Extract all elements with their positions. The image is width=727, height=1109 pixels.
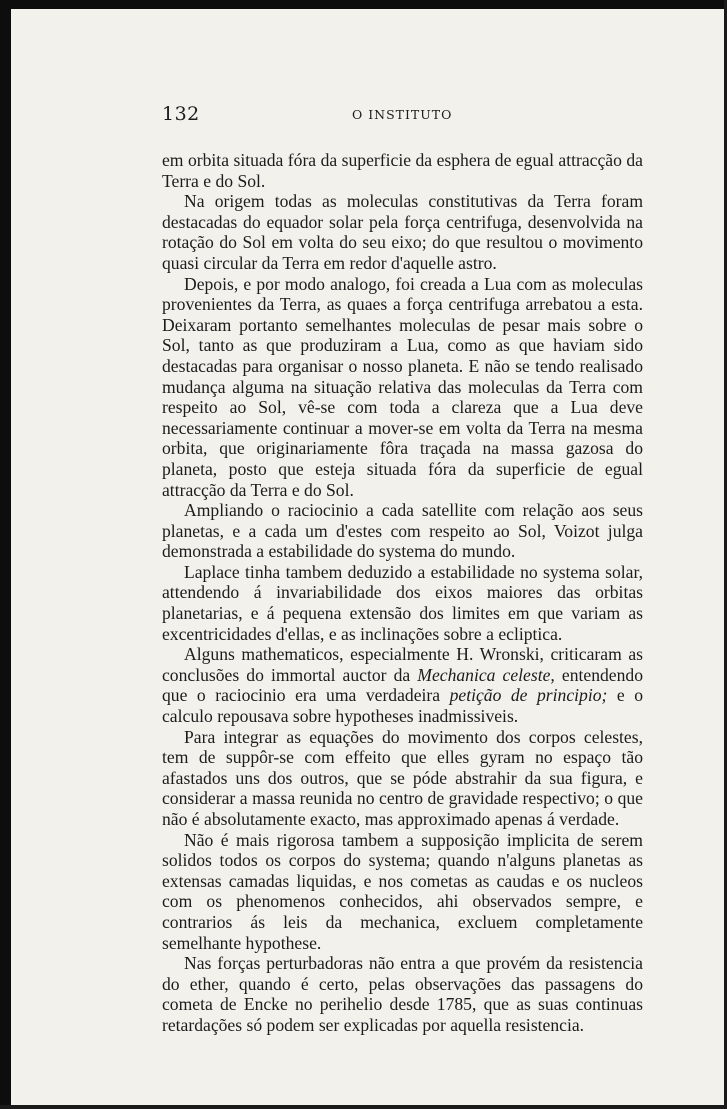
paragraph-5: Laplace tinha tambem deduzido a estabilidade no systema solar, attendendo á invariabilidade dos eixos maiores das orbitas planetarias, e á pequena extensão dos limites em que variam as excentricidades d'ellas, e as inclinações sobre a ecliptica. — [162, 561, 643, 644]
page-number: 132 — [162, 103, 200, 125]
paragraph-6-text-a: Alguns mathematicos, especialmente H. Wronski, criticaram as conclusões do immortal auctor da — [162, 644, 643, 685]
paragraph-2: Na origem todas as moleculas constitutivas da Terra foram destacadas do equador solar pela força centrifuga, desenvolvida na rotação do Sol em volta do seu eixo; do que resultou o movimento quasi circular da Terra em redor d'aquelle astro. — [162, 191, 643, 273]
paragraph-1: em orbita situada fóra da superficie da esphera de egual attracção da Terra e do Sol. — [162, 150, 643, 191]
paragraph-7: Para integrar as equações do movimento dos corpos celestes, tem de suppôr-se com effeito que elles gyram no espaço tão afastados uns dos outros, que se póde abstrahir da sua figura, e considerar a massa reunida no centro de gravidade respectivo; o que não é absolutamente exacto, mas approximado apenas á verdade. — [162, 726, 643, 829]
body-text — [162, 150, 643, 1036]
paragraph-3: Depois, e por modo analogo, foi creada a Lua com as moleculas provenientes da Terra, as quaes a força centrifuga arrebatou a esta. Deixaram portanto semelhantes moleculas de pesar mais sobre o Sol, tanto as que produziram a Lua, como as que haviam sido destacadas para organisar o nosso planeta. E não se tendo realisado mudança alguma na situação relativa das moleculas da Terra com respeito ao Sol, vê-se com toda a clareza que a Lua deve necessariamente continuar a mover-se em volta da Terra na mesma orbita, que originariamente fôra traçada na massa gazosa do planeta, posto que esteja situada fóra da superficie de egual attracção da Terra e do Sol. — [162, 273, 643, 500]
paragraph-6-text-b: entendendo que o raciocinio era uma verdadeira — [162, 664, 643, 706]
paragraph-6-italic-title: Mechanica celeste, — [417, 664, 555, 685]
running-title: O INSTITUTO — [352, 107, 453, 122]
scan-border-top — [0, 0, 727, 9]
paragraph-6 — [162, 644, 643, 726]
book-page — [162, 100, 643, 1036]
paragraph-4: Ampliando o raciocinio a cada satellite com relação aos seus planetas, e a cada um d'estes com respeito ao Sol, Voizot julga demonstrada a estabilidade do systema do mundo. — [162, 500, 643, 562]
paragraph-6-text-c: e o calculo repousava sobre hypotheses inadmissiveis. — [162, 685, 643, 727]
scan-border-bottom — [0, 1105, 727, 1109]
page-header — [162, 100, 643, 140]
scan-border-left — [0, 0, 11, 1109]
paragraph-9: Nas forças perturbadoras não entra a que provém da resistencia do ether, quando é certo, pelas observações das passagens do cometa de Encke no perihelio desde 1785, que as suas continuas retardações só podem ser explicadas por aquella resistencia. — [162, 953, 643, 1035]
paragraph-6-italic-phrase: petição de principio; — [449, 685, 608, 706]
paragraph-8: Não é mais rigorosa tambem a supposição implicita de serem solidos todos os corpos do systema; quando n'alguns planetas as extensas camadas liquidas, e nos cometas as caudas e os nucleos com os phenomenos conhecidos, ahi observados sempre, e contrarios ás leis da mechanica, excluem completamente semelhante hypothese. — [162, 829, 643, 953]
